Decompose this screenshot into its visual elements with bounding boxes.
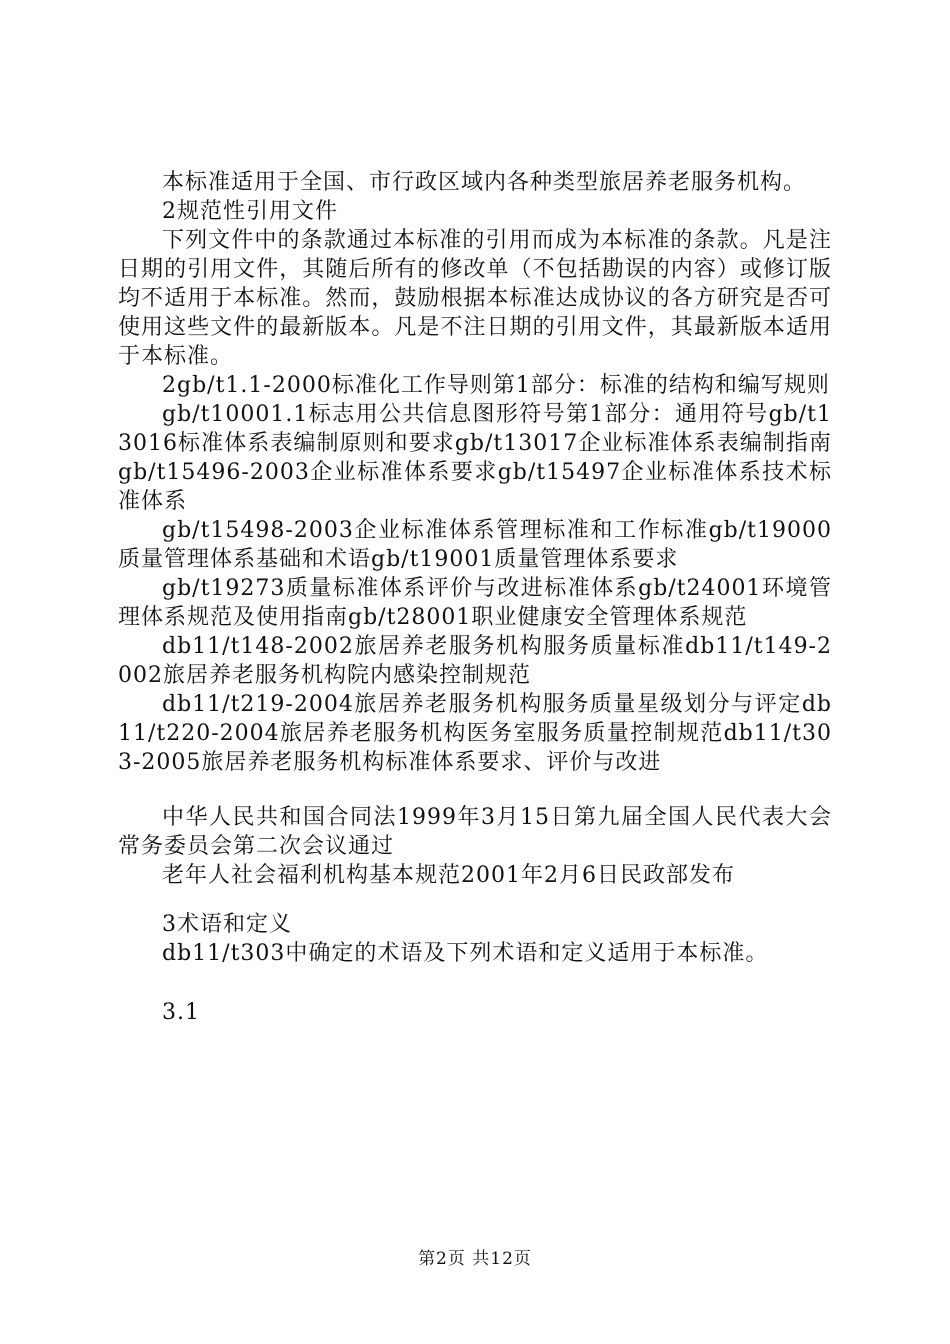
section-heading-terms: 3术语和定义 <box>162 912 292 937</box>
reference-item: 2gb/t1.1-2000标准化工作导则第1部分：标准的结构和编写规则 <box>162 373 830 398</box>
document-body <box>118 168 832 1027</box>
section-heading-normative-references: 2规范性引用文件 <box>162 199 338 224</box>
reference-item: gb/t10001.1标志用公共信息图形符号第1部分：通用符号gb/t13016标准体系表编制原则和要求gb/t13017企业标准体系表编制指南gb/t15496-2003企业标准体系要求gb/t15497企业标准体系技术标准体系 <box>118 402 832 514</box>
reference-item: gb/t19273质量标准体系评价与改进标准体系gb/t24001环境管理体系规范及使用指南gb/t28001职业健康安全管理体系规范 <box>118 576 832 630</box>
reference-item: db11/t148-2002旅居养老服务机构服务质量标准db11/t149-2002旅居养老服务机构院内感染控制规范 <box>118 634 832 688</box>
reference-item: gb/t15498-2003企业标准体系管理标准和工作标准gb/t19000质量管理体系基础和术语gb/t19001质量管理体系要求 <box>118 518 832 572</box>
reference-item: 中华人民共和国合同法1999年3月15日第九届全国人民代表大会常务委员会第二次会议通过 <box>118 805 832 859</box>
reference-item: db11/t219-2004旅居养老服务机构服务质量星级划分与评定db11/t220-2004旅居养老服务机构医务室服务质量控制规范db11/t303-2005旅居养老服务机构标准体系要求、评价与改进 <box>118 692 832 775</box>
reference-item: 老年人社会福利机构基本规范2001年2月6日民政部发布 <box>162 863 735 888</box>
paragraph-scope: 本标准适用于全国、市行政区域内各种类型旅居养老服务机构。 <box>162 170 807 195</box>
clause-number: 3.1 <box>162 1000 200 1025</box>
page-footer: 第2页 共12页 <box>418 1249 532 1269</box>
paragraph-references-intro: 下列文件中的条款通过本标准的引用而成为本标准的条款。凡是注日期的引用文件，其随后所有的修改单（不包括勘误的内容）或修订版均不适用于本标准。然而，鼓励根据本标准达成协议的各方研究是否可使用这些文件的最新版本。凡是不注日期的引用文件，其最新版本适用于本标准。 <box>118 228 832 369</box>
paragraph-terms-intro: db11/t303中确定的术语及下列术语和定义适用于本标准。 <box>162 941 769 966</box>
